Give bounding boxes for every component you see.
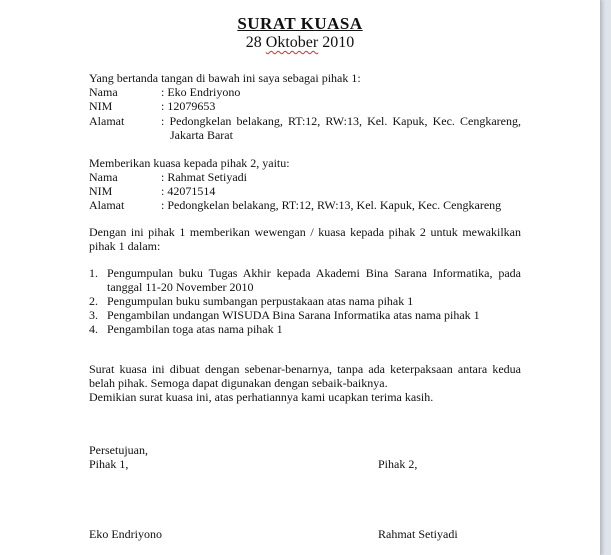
paragraph-1-line-2: pihak 1 dalam: [89, 239, 161, 253]
paragraph-1-line-1: Dengan ini pihak 1 memberikan wewengan / kuasa kepada pihak 2 untuk mewakilkan [89, 225, 521, 239]
pihak1-alamat-label: Alamat [89, 114, 125, 128]
list-item-number: 4. [89, 322, 98, 336]
pihak2-alamat-label: Alamat [89, 198, 125, 212]
pihak2-nama-value: : Rahmat Setiyadi [161, 170, 247, 184]
list-item-number: 1. [89, 266, 98, 280]
pihak2-signature-name: Rahmat Setiyadi [378, 527, 458, 541]
pihak2-nama-label: Nama [89, 170, 118, 184]
pihak2-nim-value: : 42071514 [161, 184, 216, 198]
pihak2-signature-label: Pihak 2, [378, 457, 418, 471]
pihak1-nama-label: Nama [89, 85, 118, 99]
document-title: SURAT KUASA [237, 14, 363, 33]
list-item-text-cont: tanggal 11-20 November 2010 [107, 280, 254, 294]
list-item-text: Pengambilan undangan WISUDA Bina Sarana Informatika atas nama pihak 1 [107, 308, 480, 322]
pihak1-alamat-value: : Pedongkelan belakang, RT:12, RW:13, Kel. Kapuk, Kec. Cengkareng, [161, 114, 521, 128]
pihak2-intro: Memberikan kuasa kepada pihak 2, yaitu: [89, 156, 290, 170]
pihak1-alamat-value-cont: Jakarta Barat [170, 128, 233, 142]
pihak1-nim-label: NIM [89, 99, 113, 113]
pihak1-signature-name: Eko Endriyono [89, 527, 162, 541]
list-item-number: 2. [89, 294, 98, 308]
pihak2-nim-label: NIM [89, 184, 113, 198]
date-month: Oktober [265, 34, 319, 51]
pihak1-nama-value: : Eko Endriyono [161, 85, 241, 99]
list-item-text: Pengambilan toga atas nama pihak 1 [107, 322, 283, 336]
persetujuan-label: Persetujuan, [89, 443, 148, 457]
closing-line-2: belah pihak. Semoga dapat digunakan dengan sebaik-baiknya. [89, 376, 388, 390]
pihak1-signature-label: Pihak 1, [89, 457, 129, 471]
closing-line-1: Surat kuasa ini dibuat dengan sebenar-benarnya, tanpa ada keterpaksaan antara kedua [89, 362, 521, 376]
list-item-text: Pengumpulan buku sumbangan perpustakaan atas nama pihak 1 [107, 294, 414, 308]
document-date [0, 34, 600, 52]
date-year: 2010 [318, 34, 355, 51]
pihak1-intro: Yang bertanda tangan di bawah ini saya sebagai pihak 1: [89, 71, 361, 85]
date-day: 28 [245, 34, 266, 51]
pihak2-alamat-value: : Pedongkelan belakang, RT:12, RW:13, Kel. Kapuk, Kec. Cengkareng [161, 198, 502, 212]
closing-line-3: Demikian surat kuasa ini, atas perhatiannya kami ucapkan terima kasih. [89, 390, 434, 404]
list-item-number: 3. [89, 308, 98, 322]
list-item-text: Pengumpulan buku Tugas Akhir kepada Akademi Bina Sarana Informatika, pada [107, 266, 521, 280]
pihak1-nim-value: : 12079653 [161, 99, 216, 113]
